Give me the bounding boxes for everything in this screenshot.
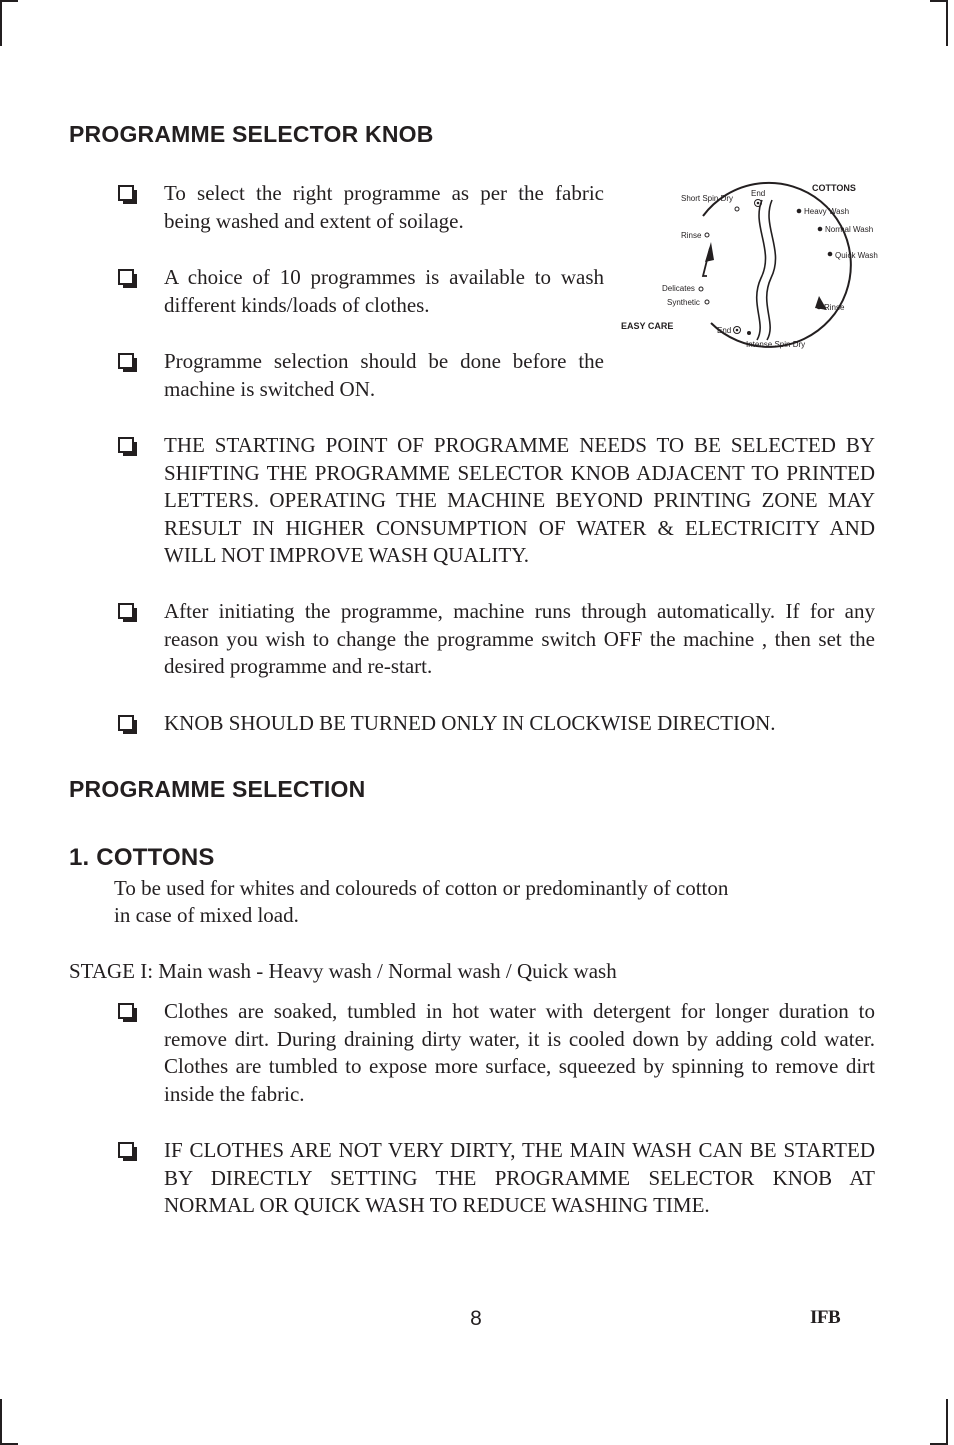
list-item: Programme selection should be done before the machine is switched ON. (118, 348, 604, 403)
programme-knob-diagram (615, 178, 890, 353)
section-title: PROGRAMME SELECTOR KNOB (69, 121, 434, 147)
subsection-title: 1. COTTONS (69, 844, 215, 871)
list-item: To select the right programme as per the fabric being washed and extent of soilage. (118, 180, 604, 235)
crop-mark (946, 0, 948, 46)
crop-mark (0, 0, 2, 46)
synthetic-label: Synthetic (667, 298, 700, 307)
end-bottom-label: End (717, 326, 732, 335)
crop-mark (0, 0, 18, 2)
brand-logo: IFB (810, 1307, 841, 1328)
list-item: THE STARTING POINT OF PROGRAMME NEEDS TO BE SELECTED BY SHIFTING THE PROGRAMME SELECTOR KNOB ADJACENT TO PRINTED LETTERS. OPERATING THE MACHINE BEYOND PRINTING ZONE MAY RESULT IN HIGHER CONSUMPTION OF WATER & ELECTRICITY AND WILL NOT IMPROVE WASH QUALITY. (118, 432, 875, 570)
heavy-wash-label: Heavy Wash (804, 207, 850, 216)
list-item: A choice of 10 programmes is available to wash different kinds/loads of clothes. (118, 264, 604, 319)
cottons-description: in case of mixed load. (114, 903, 299, 927)
list-item: Clothes are soaked, tumbled in hot water with detergent for longer duration to remove dirt. During draining dirty water, it is cooled down by adding cold water. Clothes are tumbled to expose more surface, squeezed by spinning to remove dirt inside the fabric. (118, 998, 875, 1108)
checkbox-bullet-icon (118, 185, 134, 201)
quick-wash-label: Quick Wash (835, 251, 878, 260)
list-item: IF CLOTHES ARE NOT VERY DIRTY, THE MAIN WASH CAN BE STARTED BY DIRECTLY SETTING THE PROGRAMME SELECTOR KNOB AT NORMAL OR QUICK WASH TO REDUCE WASHING TIME. (118, 1137, 875, 1220)
checkbox-bullet-icon (118, 603, 134, 619)
short-spin-dry-label: Short Spin Dry (681, 194, 734, 203)
rinse-right-label: Rinse (824, 303, 845, 312)
list-item: After initiating the programme, machine runs through automatically. If for any reason you wish to change the programme switch OFF the machine , then set the desired programme and re-start. (118, 598, 875, 681)
page-number: 8 (470, 1307, 482, 1330)
checkbox-bullet-icon (118, 269, 134, 285)
checkbox-bullet-icon (118, 1003, 134, 1019)
delicates-label: Delicates (662, 284, 695, 293)
section-title: PROGRAMME SELECTION (69, 776, 366, 802)
crop-mark (946, 1399, 948, 1445)
easy-care-label: EASY CARE (621, 321, 674, 331)
cottons-label: COTTONS (812, 183, 856, 193)
rinse-left-label: Rinse (681, 231, 702, 240)
cottons-description: To be used for whites and coloureds of cotton or predominantly of cotton (114, 876, 729, 900)
crop-mark (0, 1399, 2, 1445)
end-top-label: End (751, 189, 766, 198)
checkbox-bullet-icon (118, 715, 134, 731)
normal-wash-label: Normal Wash (825, 225, 874, 234)
checkbox-bullet-icon (118, 353, 134, 369)
checkbox-bullet-icon (118, 1142, 134, 1158)
list-item: KNOB SHOULD BE TURNED ONLY IN CLOCKWISE DIRECTION. (118, 710, 875, 738)
checkbox-bullet-icon (118, 437, 134, 453)
stage-heading: STAGE I: Main wash - Heavy wash / Normal wash / Quick wash (69, 959, 617, 983)
intense-spin-dry-label: Intense Spin Dry (746, 340, 806, 349)
